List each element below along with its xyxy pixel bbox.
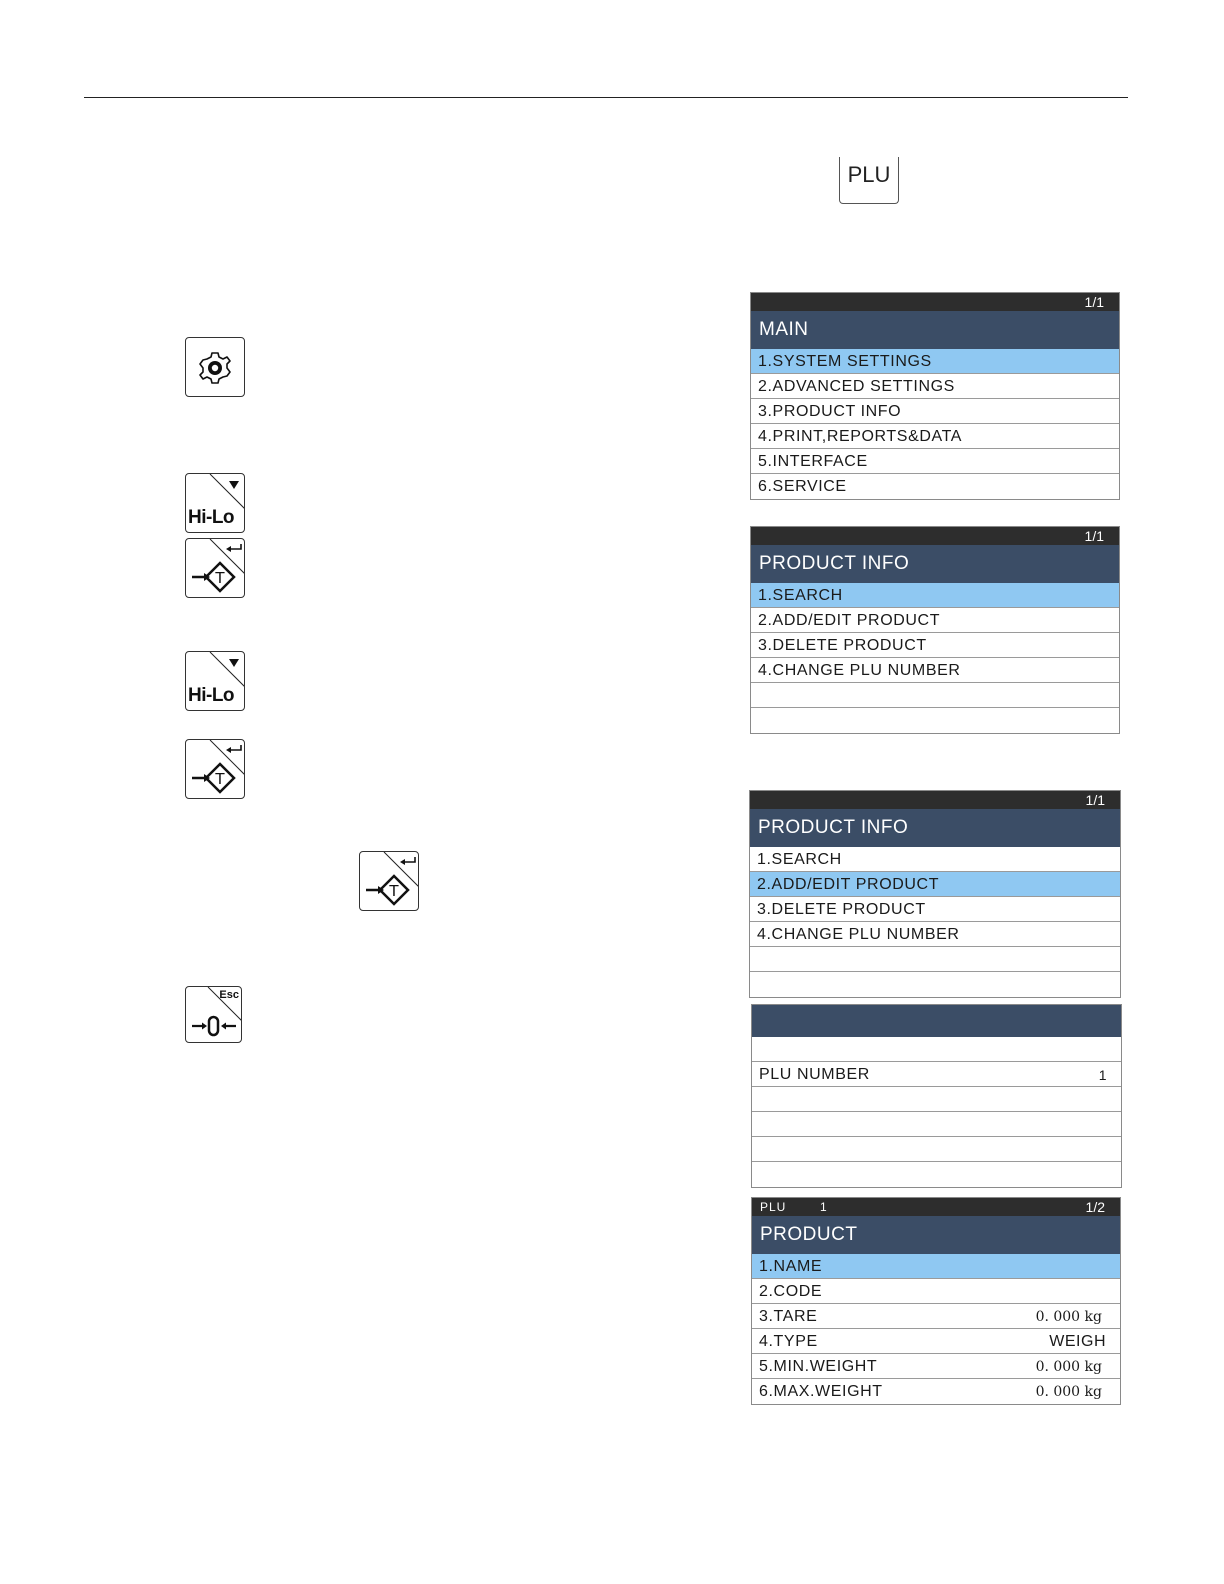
main-menu-screen xyxy=(750,292,1120,500)
page-indicator: 1/1 xyxy=(1085,792,1105,808)
status-plu-number: 1 xyxy=(820,1200,827,1214)
menu-item-advanced-settings[interactable]: 2.ADVANCED SETTINGS xyxy=(751,374,1119,399)
menu-item-add-edit-product[interactable]: 2.ADD/EDIT PRODUCT xyxy=(750,872,1120,897)
menu-item-interface[interactable]: 5.INTERFACE xyxy=(751,449,1119,474)
menu-item-name[interactable] xyxy=(752,1254,1120,1279)
menu-item-product-info[interactable]: 3.PRODUCT INFO xyxy=(751,399,1119,424)
item-label: 5.MIN.WEIGHT xyxy=(759,1358,878,1375)
page-indicator: 1/1 xyxy=(1084,528,1104,544)
page-indicator: 1/1 xyxy=(1084,294,1104,310)
item-label: 6.MAX.WEIGHT xyxy=(759,1383,883,1400)
hilo-label: Hi-Lo xyxy=(188,685,235,706)
screen-titlebar xyxy=(752,1005,1121,1037)
header-rule xyxy=(84,97,1128,98)
menu-item-min-weight[interactable] xyxy=(752,1354,1120,1379)
tare-enter-icon xyxy=(360,852,419,911)
empty-row xyxy=(752,1112,1121,1137)
menu-item-add-edit-product[interactable]: 2.ADD/EDIT PRODUCT xyxy=(751,608,1119,633)
item-label: 3.TARE xyxy=(759,1308,818,1325)
hilo-down-key[interactable] xyxy=(185,473,245,533)
empty-row xyxy=(752,1137,1121,1162)
screen-title: PRODUCT INFO xyxy=(750,809,1120,847)
empty-row xyxy=(751,683,1119,708)
status-bar xyxy=(752,1198,1120,1216)
tare-value: 0. 000 kg xyxy=(1035,1309,1102,1325)
screen-title: PRODUCT INFO xyxy=(751,545,1119,583)
plu-key[interactable]: PLU xyxy=(839,157,899,204)
max-weight-value: 0. 000 kg xyxy=(1035,1384,1102,1400)
item-label: 4.TYPE xyxy=(759,1333,818,1350)
empty-row xyxy=(752,1087,1121,1112)
tare-enter-icon xyxy=(186,539,245,598)
tare-enter-icon xyxy=(186,740,245,799)
settings-key[interactable] xyxy=(185,337,245,397)
enter-tare-key-3[interactable] xyxy=(359,851,419,911)
hilo-down-key-2[interactable] xyxy=(185,651,245,711)
menu-item-change-plu-number[interactable]: 4.CHANGE PLU NUMBER xyxy=(750,922,1120,947)
esc-zero-key[interactable] xyxy=(185,986,242,1043)
svg-text:T: T xyxy=(215,569,225,587)
plu-number-label: PLU NUMBER xyxy=(759,1066,870,1083)
min-weight-value: 0. 000 kg xyxy=(1035,1359,1102,1375)
type-value: WEIGH xyxy=(1049,1333,1106,1350)
svg-text:T: T xyxy=(215,770,225,788)
plu-entry-screen xyxy=(751,1004,1122,1188)
screen-title: PRODUCT xyxy=(752,1216,1120,1254)
menu-item-change-plu-number[interactable]: 4.CHANGE PLU NUMBER xyxy=(751,658,1119,683)
hilo-label: Hi-Lo xyxy=(188,507,235,528)
empty-row xyxy=(752,1037,1121,1062)
menu-item-code[interactable] xyxy=(752,1279,1120,1304)
menu-item-max-weight[interactable] xyxy=(752,1379,1120,1404)
svg-text:T: T xyxy=(389,882,399,900)
product-info-screen-add-edit xyxy=(749,790,1121,998)
empty-row xyxy=(751,708,1119,733)
status-bar xyxy=(751,293,1119,311)
empty-row xyxy=(752,1162,1121,1187)
status-bar xyxy=(750,791,1120,809)
status-plu-label: PLU xyxy=(760,1200,787,1214)
item-label: 2.CODE xyxy=(759,1283,823,1300)
plu-number-value: 1 xyxy=(1098,1067,1107,1083)
plu-number-field[interactable] xyxy=(752,1062,1121,1087)
product-info-screen xyxy=(750,526,1120,734)
product-screen xyxy=(751,1197,1121,1405)
menu-item-search[interactable]: 1.SEARCH xyxy=(751,583,1119,608)
status-bar xyxy=(751,527,1119,545)
empty-row xyxy=(750,947,1120,972)
menu-item-tare[interactable] xyxy=(752,1304,1120,1329)
enter-tare-key-2[interactable] xyxy=(185,739,245,799)
menu-item-print-reports-data[interactable]: 4.PRINT,REPORTS&DATA xyxy=(751,424,1119,449)
menu-item-delete-product[interactable]: 3.DELETE PRODUCT xyxy=(751,633,1119,658)
item-label: 1.NAME xyxy=(759,1258,823,1275)
menu-item-delete-product[interactable]: 3.DELETE PRODUCT xyxy=(750,897,1120,922)
menu-item-type[interactable] xyxy=(752,1329,1120,1354)
menu-item-service[interactable]: 6.SERVICE xyxy=(758,478,847,495)
enter-tare-key[interactable] xyxy=(185,538,245,598)
page-indicator: 1/2 xyxy=(1085,1199,1105,1215)
esc-label: Esc xyxy=(219,989,239,1001)
screen-title: MAIN xyxy=(751,311,1119,349)
menu-item-search[interactable]: 1.SEARCH xyxy=(750,847,1120,872)
empty-row xyxy=(750,972,1120,997)
menu-item-system-settings[interactable]: 1.SYSTEM SETTINGS xyxy=(751,349,1119,374)
gear-icon xyxy=(186,338,245,397)
